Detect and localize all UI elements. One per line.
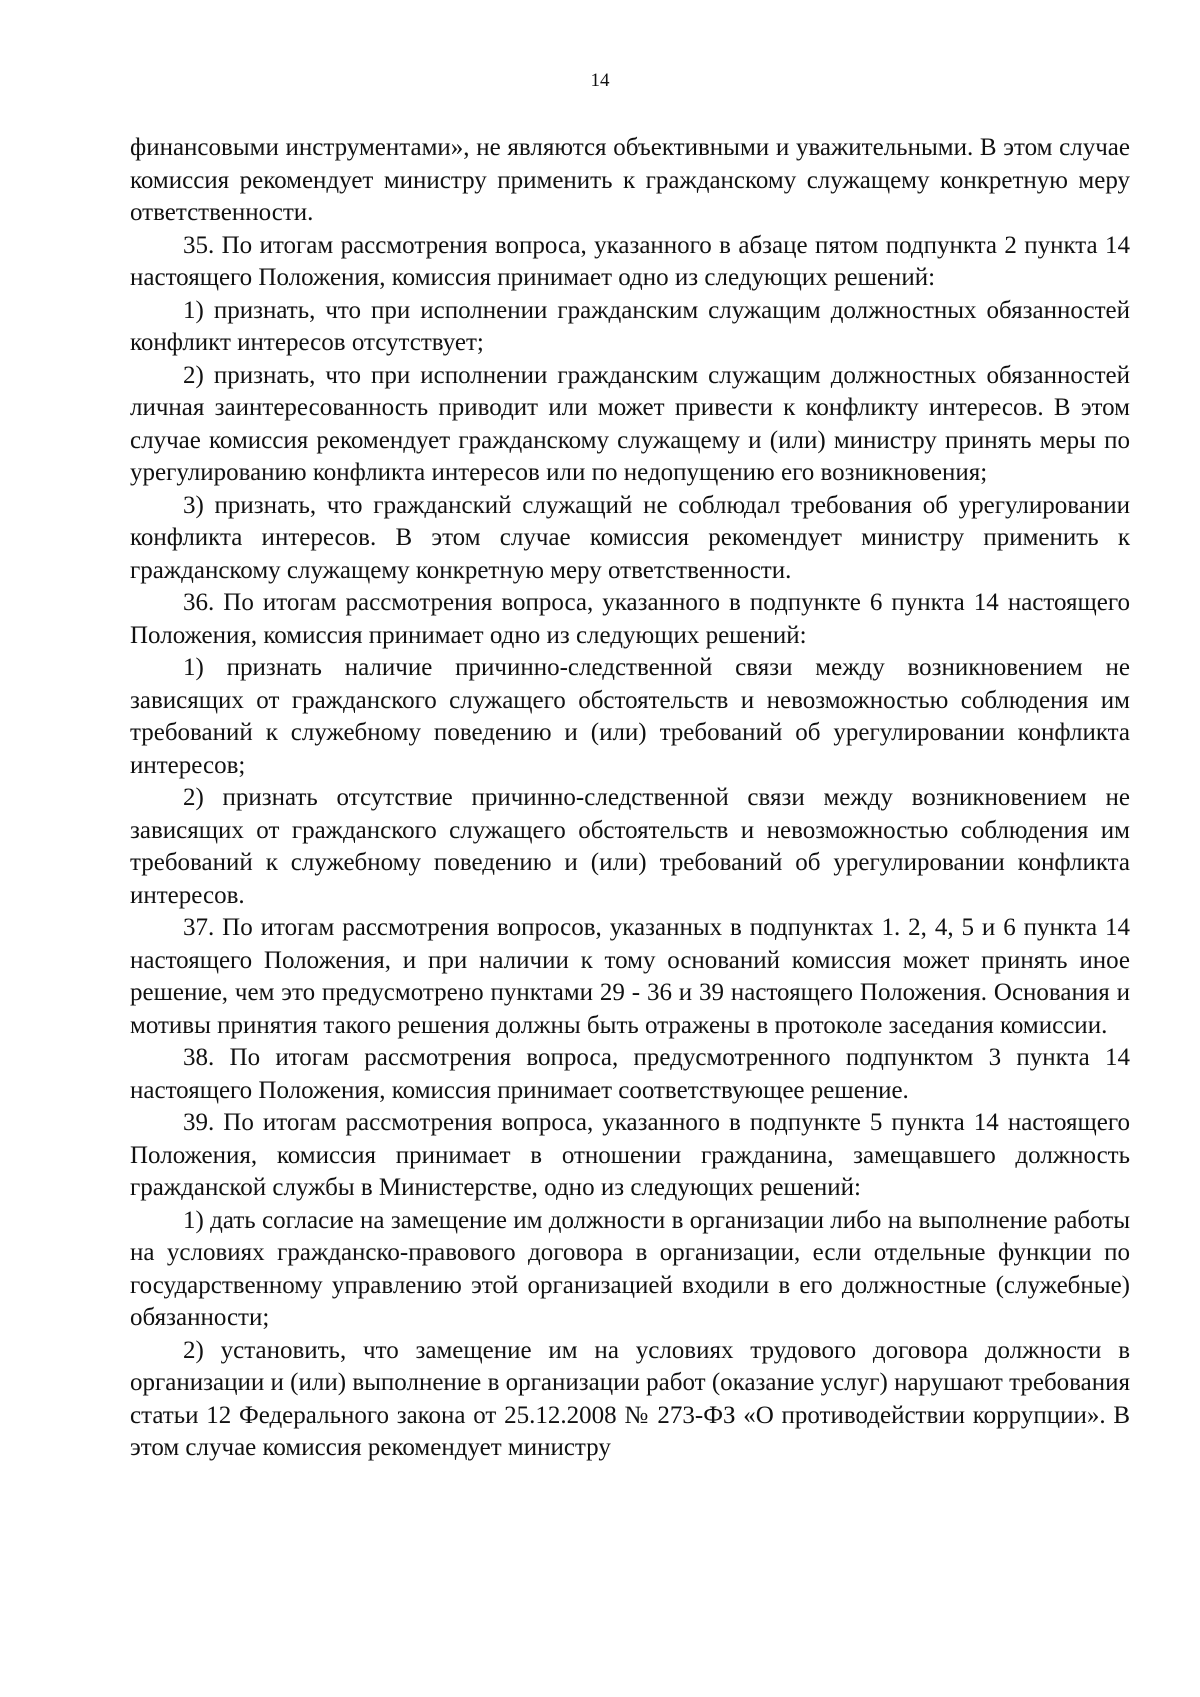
- paragraph-35: 35. По итогам рассмотрения вопроса, указанного в абзаце пятом подпункта 2 пункта 14 настоящего Положения, комиссия принимает одно из следующих решений:: [130, 231, 1130, 291]
- paragraph-35-item-1: 1) признать, что при исполнении гражданским служащим должностных обязанностей конфликт интересов отсутствует;: [130, 296, 1130, 356]
- paragraph-35-item-2: 2) признать, что при исполнении гражданским служащим должностных обязанностей личная заинтересованность приводит или может привести к конфликту интересов. В этом случае комиссия рекомендует гражданскому служащему и (или) министру принять меры по урегулированию конфликта интересов или по недопущению его возникновения;: [130, 361, 1130, 486]
- paragraph-36-item-1: 1) признать наличие причинно-следственной связи между возникновением не зависящих от гражданского служащего обстоятельств и невозможностью соблюдения им требований к служебному поведению и (или) требований об урегулировании конфликта интересов;: [130, 654, 1130, 779]
- paragraph-36: 36. По итогам рассмотрения вопроса, указанного в подпункте 6 пункта 14 настоящего Положения, комиссия принимает одно из следующих решений:: [130, 589, 1130, 649]
- paragraph-38: 38. По итогам рассмотрения вопроса, предусмотренного подпунктом 3 пункта 14 настоящего Положения, комиссия принимает соответствующее решение.: [130, 1044, 1130, 1104]
- page-number: 14: [590, 70, 610, 91]
- document-body: [130, 132, 1130, 1465]
- paragraph-39: 39. По итогам рассмотрения вопроса, указанного в подпункте 5 пункта 14 настоящего Положения, комиссия принимает в отношении гражданина, замещавшего должность гражданской службы в Министерстве, одно из следующих решений:: [130, 1109, 1130, 1201]
- paragraph-37: 37. По итогам рассмотрения вопросов, указанных в подпунктах 1. 2, 4, 5 и 6 пункта 14 настоящего Положения, и при наличии к тому оснований комиссия может принять иное решение, чем это предусмотрено пунктами 29 - 36 и 39 настоящего Положения. Основания и мотивы принятия такого решения должны быть отражены в протоколе заседания комиссии.: [130, 914, 1130, 1039]
- paragraph-36-item-2: 2) признать отсутствие причинно-следственной связи между возникновением не зависящих от гражданского служащего обстоятельств и невозможностью соблюдения им требований к служебному поведению и (или) требований об урегулировании конфликта интересов.: [130, 784, 1130, 909]
- paragraph-continuation: финансовыми инструментами», не являются объективными и уважительными. В этом случае комиссия рекомендует министру применить к гражданскому служащему конкретную меру ответственности.: [130, 134, 1130, 226]
- paragraph-39-item-2: 2) установить, что замещение им на условиях трудового договора должности в организации и (или) выполнение в организации работ (оказание услуг) нарушают требования статьи 12 Федерального закона от 25.12.2008 № 273-ФЗ «О противодействии коррупции». В этом случае комиссия рекомендует министру: [130, 1336, 1130, 1461]
- paragraph-35-item-3: 3) признать, что гражданский служащий не соблюдал требования об урегулировании конфликта интересов. В этом случае комиссия рекомендует министру применить к гражданскому служащему конкретную меру ответственности.: [130, 491, 1130, 584]
- paragraph-39-item-1: 1) дать согласие на замещение им должности в организации либо на выполнение работы на условиях гражданско-правового договора в организации, если отдельные функции по государственному управлению этой организацией входили в его должностные (служебные) обязанности;: [130, 1206, 1130, 1331]
